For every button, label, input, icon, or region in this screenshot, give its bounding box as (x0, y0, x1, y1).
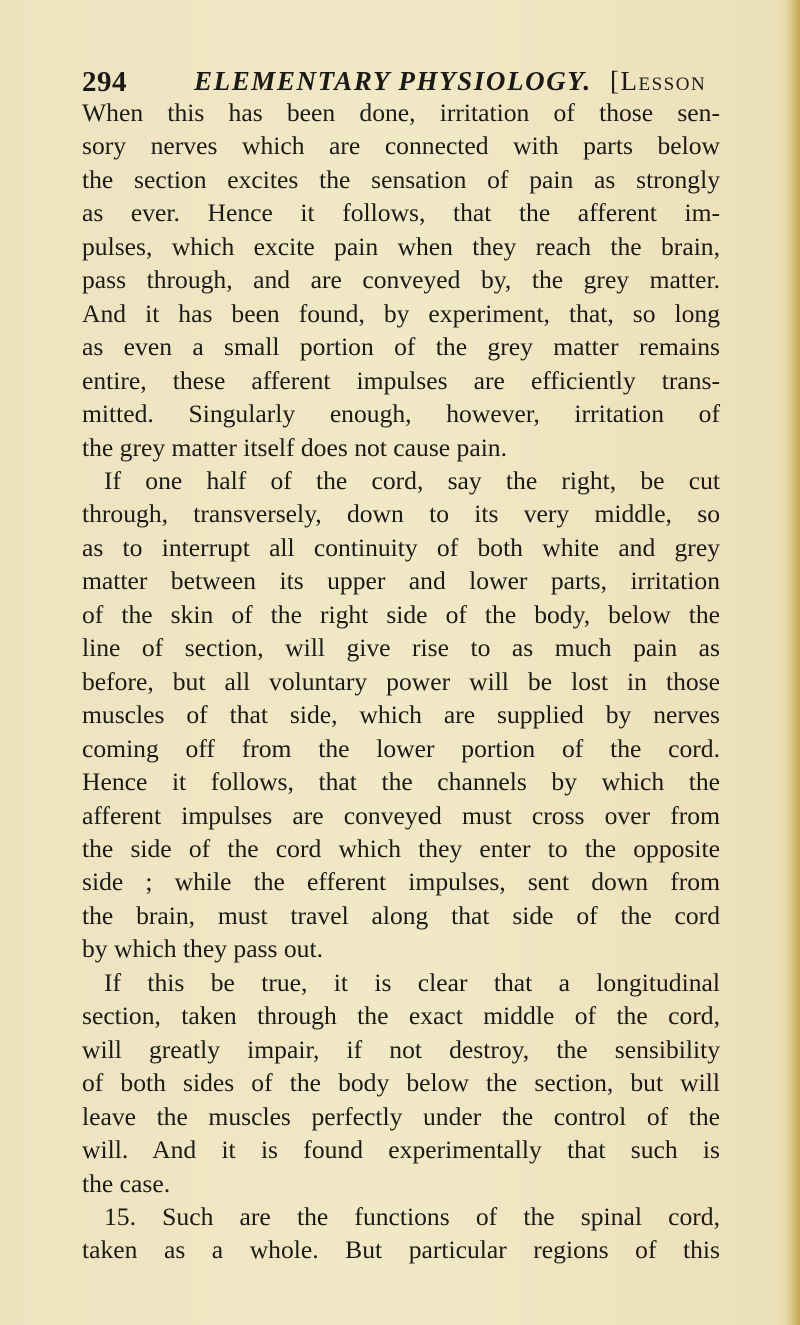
text-line: side ; while the efferent impulses, sent down from (82, 867, 720, 897)
text-line: Hence it follows, that the channels by which the (82, 767, 720, 797)
text-line: line of section, will give rise to as much pain as (82, 633, 720, 663)
text-line: as ever. Hence it follows, that the afferent im- (82, 198, 720, 228)
running-title: ELEMENTARY PHYSIOLOGY. (194, 66, 592, 96)
text-line: by which they pass out. (82, 934, 323, 964)
text-line: the case. (82, 1168, 171, 1198)
text-line: the section excites the sensation of pain as strongly (82, 164, 720, 194)
text-line: section, taken through the exact middle of the cord, (82, 1001, 720, 1031)
text-line: When this has been done, irritation of those sen- (82, 98, 720, 127)
text-line: pass through, and are conveyed by, the grey matter. (82, 265, 720, 295)
text-line: pulses, which excite pain when they reach the brain, (82, 231, 720, 261)
text-line: the grey matter itself does not cause pain. (82, 432, 507, 462)
text-line: entire, these afferent impulses are efficiently trans- (82, 365, 720, 395)
text-line: of both sides of the body below the section, but will (82, 1068, 720, 1098)
text-line: matter between its upper and lower parts, irritation (82, 566, 720, 596)
text-line: through, transversely, down to its very middle, so (82, 499, 720, 529)
text-line: sory nerves which are connected with parts below (82, 131, 720, 161)
text-line: muscles of that side, which are supplied by nerves (82, 700, 720, 730)
text-line: will. And it is found experimentally that such is (82, 1135, 720, 1165)
text-line: If this be true, it is clear that a longitudinal (104, 967, 720, 997)
body-text (82, 96, 720, 1267)
text-line: coming off from the lower portion of the cord. (82, 733, 720, 763)
text-line: of the skin of the right side of the body, below the (82, 599, 720, 629)
page-number: 294 (82, 66, 127, 98)
text-line: as to interrupt all continuity of both white and grey (82, 532, 720, 562)
text-line: taken as a whole. But particular regions of this (82, 1235, 720, 1265)
text-line: 15. Such are the functions of the spinal cord, (104, 1201, 720, 1231)
page-edge-shadow (786, 0, 800, 1325)
text-line: And it has been found, by experiment, that, so long (82, 298, 720, 328)
text-line: leave the muscles perfectly under the control of the (82, 1101, 720, 1131)
text-line: will greatly impair, if not destroy, the sensibility (82, 1034, 720, 1064)
text-line: as even a small portion of the grey matter remains (82, 332, 720, 362)
text-line: If one half of the cord, say the right, be cut (104, 465, 720, 495)
text-line: the side of the cord which they enter to the opposite (82, 833, 720, 863)
text-line: afferent impulses are conveyed must cross over from (82, 800, 720, 830)
text-line: mitted. Singularly enough, however, irritation of (82, 399, 720, 429)
lesson-label: [Lesson (610, 66, 707, 96)
text-line: before, but all voluntary power will be lost in those (82, 666, 720, 696)
text-line: the brain, must travel along that side of the cord (82, 900, 720, 930)
